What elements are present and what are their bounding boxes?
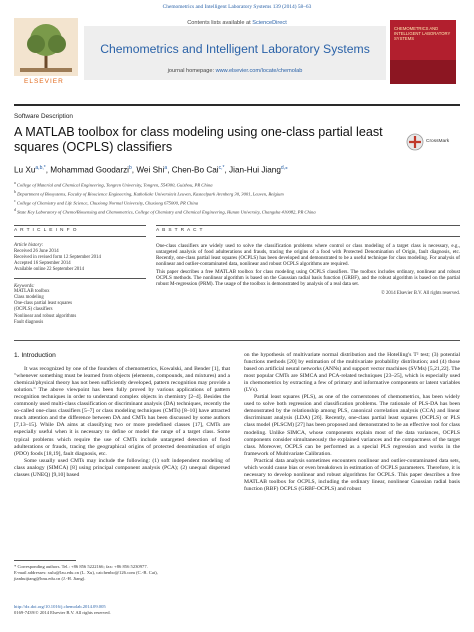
affiliations <box>14 180 460 216</box>
homepage-link[interactable]: www.elsevier.com/locate/chemolab <box>215 68 303 74</box>
body-paragraph: on the hypothesis of multivariate normal distribution and the Hotelling's T² test; (3) potential functions methods [20] by estimation of the multivariate probability distribution; and (4) those based on artificial neural networks (ANNs) and support vector machines (SVMs) [5,21,22]. The most popular CMTs are SIMCA and PCA-related techniques [23–25], which is especially used in chemometrics by extracting a few of primary and informative components or latent variables (LVs). <box>244 352 460 394</box>
affiliation-text: Department of Biosystems, Faculty of Bioscience Engineering, Katholieke Universiteit Leuven, Kasteelpark Arenberg 30, 3001, Leuven, Belgium <box>17 191 284 197</box>
crossmark-badge[interactable] <box>406 133 460 153</box>
author-sup[interactable]: a,b,* <box>35 165 46 171</box>
elsevier-tree-icon <box>14 18 78 78</box>
author-sup[interactable]: b <box>129 165 132 171</box>
crossmark-label: CrossMark <box>426 139 450 144</box>
doi-block <box>14 604 230 616</box>
body-column-right <box>244 352 460 493</box>
header-rule <box>14 104 460 106</box>
keyword: MATLAB toolbox <box>14 289 50 295</box>
article-history <box>14 243 146 274</box>
affiliation-item <box>14 198 460 207</box>
keyword: Nonlinear and robust algorithms <box>14 313 77 319</box>
section-heading: 1. Introduction <box>14 352 56 359</box>
abstract-heading: A B S T R A C T <box>156 228 204 233</box>
abstract-copyright: © 2014 Elsevier B.V. All rights reserved. <box>381 290 460 296</box>
history-line: Available online 22 September 2014 <box>14 267 84 273</box>
top-reference[interactable]: Chemometrics and Intelligent Laboratory Systems 139 (2014) 58–63 <box>162 4 312 10</box>
publisher-name: ELSEVIER <box>24 78 64 85</box>
author-sup[interactable]: c,* <box>218 165 225 171</box>
body-paragraph: Some usually used CMTs may include the following: (1) soft independent modeling of class analogy (SIMCA) [8] using principal component analysis (PCA); (2) unequal dispersed classes (UNEQ) [9,10] based <box>14 457 230 478</box>
author-name[interactable]: Chen-Bo Cai <box>171 165 219 175</box>
abstract-paragraph: This paper describes a free MATLAB toolbox for class modeling using OCPLS classifiers. The toolbox includes ordinary, nonlinear and robust OCPLS methods. The nonlinear algorithm is based on the Gaussian radial basis function (GRBF), and the robust algorithm is based on the partial robust M-regression (PRM). The usage of the toolbox is demonstrated by analysis of a real data set. <box>156 268 460 288</box>
journal-title-box <box>84 26 386 80</box>
journal-header <box>14 14 460 96</box>
affiliation-sup: c <box>14 198 16 203</box>
affiliation-sup: b <box>14 189 16 194</box>
crossmark-icon <box>406 133 424 151</box>
body-paragraph: Partial least squares (PLS), as one of the cornerstones of chemometrics, has been widely used to solve both regression and classification problems. The rationale of PLS-DA has been demonstrated by the relationship among PLS, canonical correlation analysis (CCA) and linear discriminant analysis (LDA) [26]. Recently, one-class partial least squares (OCPLS) or PLS class model (PLSCM) [27] has been proposed and demonstrated to be an effective tool for class modeling. Unlike SIMCA, whose components explain most of the data variances, OCPLS components consider simultaneously the explained variances and the compactness of the target class. Moreover, OCPLS can be performed as a special PLS regression and works in the framework of Multivariate Calibration. <box>244 394 460 457</box>
body-column-left <box>14 352 230 479</box>
article-info-rule <box>14 236 146 237</box>
affiliation-text: State Key Laboratory of Chemo/Biosensing and Chemometrics, College of Chemistry and Chemical Engineering, Hunan University, Changsha 410082, PR China <box>17 209 316 215</box>
footnotes <box>14 564 230 583</box>
affiliation-text: College of Material and Chemical Engineering, Tongren University, Tongren, 554300, Guizhou, PR China <box>16 182 213 188</box>
journal-homepage <box>84 68 386 74</box>
footnote-line[interactable]: E-mail addresses: xulu@lzu.edu.cn (L. Xu), caichenbo@126.com (C.-B. Cai), <box>14 570 158 576</box>
homepage-prefix: journal homepage: <box>167 68 216 74</box>
keywords-rule <box>14 278 146 279</box>
journal-cover[interactable] <box>390 20 456 84</box>
issn-line: 0169-7439/© 2014 Elsevier B.V. All rights reserved. <box>14 610 111 616</box>
history-line: Received in revised form 12 September 2014 <box>14 255 101 260</box>
affiliation-text: College of Chemistry and Life Science, Chuxiong Normal University, Chuxiong 675000, PR China <box>16 200 199 206</box>
author-name[interactable]: Lu Xu <box>14 165 36 175</box>
journal-title[interactable]: Chemometrics and Intelligent Laboratory Systems <box>100 42 370 56</box>
contents-prefix: Contents lists available at <box>187 20 253 26</box>
cover-text: CHEMOMETRICS AND INTELLIGENT LABORATORY SYSTEMS <box>394 26 451 41</box>
author-name[interactable]: Wei Shi <box>136 165 165 175</box>
author-sup[interactable]: a <box>164 165 168 171</box>
affiliation-item <box>14 189 460 198</box>
author-list: Lu $Xu^{a,b,*}$, Mohammad Goodarzi$^b$, Wei Shi$^a$, Chen-Bo Cai$^{c,*}$, Jian-Hui Jiang$^{d,⁎}$ <box>14 165 288 175</box>
abstract-rule-top <box>156 225 460 226</box>
section-type: Software Description <box>14 113 73 120</box>
doi-link[interactable]: http://dx.doi.org/10.1016/j.chemolab.2014.09.005 <box>14 604 106 609</box>
keywords-heading: Keywords: <box>14 284 35 290</box>
history-line: Accepted 16 September 2014 <box>14 261 71 267</box>
affiliation-sup: d <box>14 207 16 212</box>
abstract <box>156 228 460 296</box>
publisher-logo[interactable] <box>14 18 78 88</box>
history-line: Received 26 June 2014 <box>14 248 59 254</box>
sciencedirect-link[interactable]: ScienceDirect <box>252 20 287 26</box>
footnote-rule <box>14 560 76 561</box>
footnote-line[interactable]: jianhuijiang@hnu.edu.cn (J.-H. Jiang). <box>14 576 86 582</box>
keyword: Class modeling <box>14 295 44 301</box>
body-paragraph: It was recognized by one of the founders of chemometrics, Kowalski, and Bender [1], that "whenever something must be learned from objects (elements, compounds, and mixtures) and a chemical/physical theory has not been sufficiently developed, pattern recognition may provide a solution." The above viewpoint has been fully proved by various applications of pattern recognition techniques in order to understand complex objects in chemistry [2–4]. Besides the commonly used multi-class classification or discriminant analysis (DA) techniques, recently the so-called one-class classifiers [5–7] or class modeling techniques (CMTs) [8–10] have attracted much attention and the difference between DA and CMTs has been discussed by some authors [7,13–15]. While DA aims at classifying two or more predefined classes [17], CMTs are especially useful when it is necessary to define or model the range of a target class. Some typical problems which require the use of CMTs include untargeted detection of food adulterations or frauds, tracing the geographical origins of protected denomination of origin (PDO) foods [18,19], fault diagnosis, etc. <box>14 366 230 457</box>
paper-title: A MATLAB toolbox for class modeling using one-class partial least squares (OCPLS) classifiers <box>14 125 383 154</box>
body-paragraph: Practical data analysis sometimes encounters nonlinear and outlier-contaminated data sets, which would cause bias or even breakdown in estimation of OCPLS parameters. Therefore, it is necessary to develop nonlinear and robust algorithms for OCPLS. This paper describes a free MATLAB toolbox for OCPLS, including the ordinary linear, nonlinear Gaussian radial basis function (RBF) OCPLS (GRBF-OCPLS) and robust <box>244 457 460 492</box>
affiliation-sup: a <box>14 181 16 185</box>
article-info-heading: A R T I C L E I N F O <box>14 228 78 233</box>
history-heading: Article history: <box>14 242 44 248</box>
article-info-rule-top <box>14 225 146 226</box>
author-name[interactable]: Jian-Hui Jiang <box>229 165 281 175</box>
author-sup[interactable]: d,⁎ <box>280 165 288 171</box>
keyword: (OCPLS) classifiers <box>14 307 53 313</box>
article-info <box>14 228 146 326</box>
author-name[interactable]: Mohammad Goodarzi <box>50 165 129 175</box>
abstract-rule-bottom <box>14 340 460 341</box>
keyword: Fault diagnosis <box>14 319 44 325</box>
affiliation-item <box>14 180 460 189</box>
abstract-rule <box>156 236 460 237</box>
keyword: One-class partial least squares <box>14 301 72 307</box>
abstract-paragraph: One-class classifiers are widely used to solve the classification problems where control or class modeling of a target class is necessary, e.g., untargeted analysis of food adulterations and frauds, tracing the origins of a food with Protected Denomination of Origin, fault diagnosis, etc. Recently, one-class partial least squares (OCPLS) has been developed and demonstrated to be a useful technique for class modeling. For analysis of nonlinear and outlier-contaminated data, nonlinear and robust OCPLS algorithms are required. <box>156 242 460 268</box>
footnote-line: * Corresponding authors. Tel.: +86 856 5222166; fax: +86 856 5230977. <box>14 564 148 569</box>
affiliation-item <box>14 207 460 216</box>
cover-stripe <box>390 60 456 84</box>
